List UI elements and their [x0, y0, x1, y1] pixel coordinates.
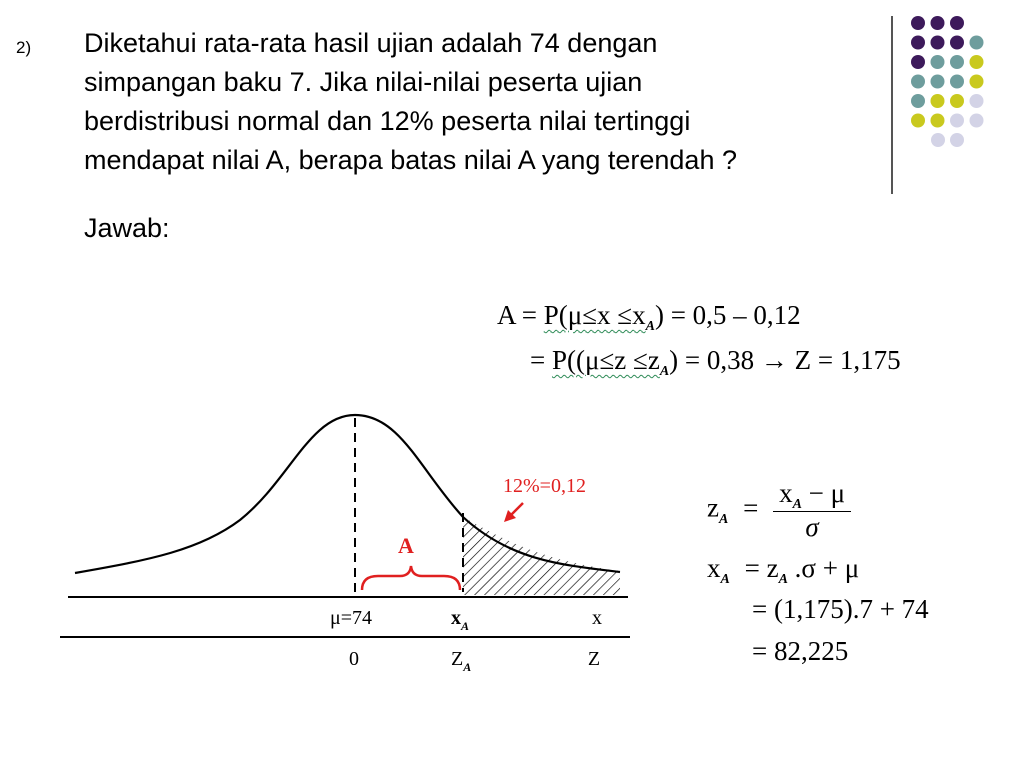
question-number: 2): [16, 38, 32, 57]
question-line: simpangan baku 7. Jika nilai-nilai peserta ujian: [84, 67, 643, 97]
x-formula-step2: = 82,225: [752, 636, 849, 666]
question-line: mendapat nilai A, berapa batas nilai A yang terendah ?: [84, 145, 737, 175]
question-line: Diketahui rata-rata hasil ujian adalah 74 dengan: [84, 28, 658, 58]
question-line: berdistribusi normal dan 12% peserta nilai tertinggi: [84, 106, 691, 136]
x-axis-label-mean: μ=74: [329, 607, 373, 629]
formula-text: P(μ≤x ≤x: [543, 300, 646, 330]
fraction-numerator: $x_A - \mu$: [773, 478, 851, 512]
formula-text: =: [530, 345, 552, 375]
formula-subscript: A: [778, 572, 788, 587]
formula-text: z: [707, 492, 719, 523]
z-axis-label-zero: 0: [349, 648, 359, 670]
formula-subscript: A: [659, 364, 670, 379]
x-formula-step1: = (1,175).7 + 74: [752, 594, 929, 624]
tail-probability-label: 12%=0,12: [503, 475, 586, 497]
formula-text: ) = 0,5 – 0,12: [654, 300, 801, 330]
formula-text: =: [743, 492, 759, 523]
z-axis-label-za: $Z_A$: [451, 648, 472, 674]
formula-subscript: A: [645, 319, 655, 334]
z-fraction: [773, 478, 851, 543]
formula-subscript: A: [718, 511, 729, 527]
x-axis-label-xa: $x_A$: [451, 607, 470, 633]
tail-area-hatched: [463, 517, 620, 595]
answer-label: Jawab:: [84, 213, 170, 243]
x-formula: [707, 553, 860, 587]
z-axis-label-z: Z: [587, 648, 601, 670]
formula-text: ) = 0,38 → Z = 1,175: [669, 345, 901, 375]
formula-text: .σ + μ: [787, 553, 860, 583]
z-formula: [707, 478, 851, 543]
fraction-denominator: σ: [805, 512, 819, 542]
formula-text: A =: [497, 300, 544, 330]
region-a-label: A: [398, 533, 414, 558]
formula-text: P((μ≤z ≤z: [551, 345, 660, 375]
x-axis-label-x: x: [592, 607, 602, 629]
region-a-brace: [362, 566, 460, 590]
formula-text: x: [707, 553, 721, 583]
formula-subscript: A: [720, 572, 730, 587]
formula-text: = z: [744, 553, 779, 583]
